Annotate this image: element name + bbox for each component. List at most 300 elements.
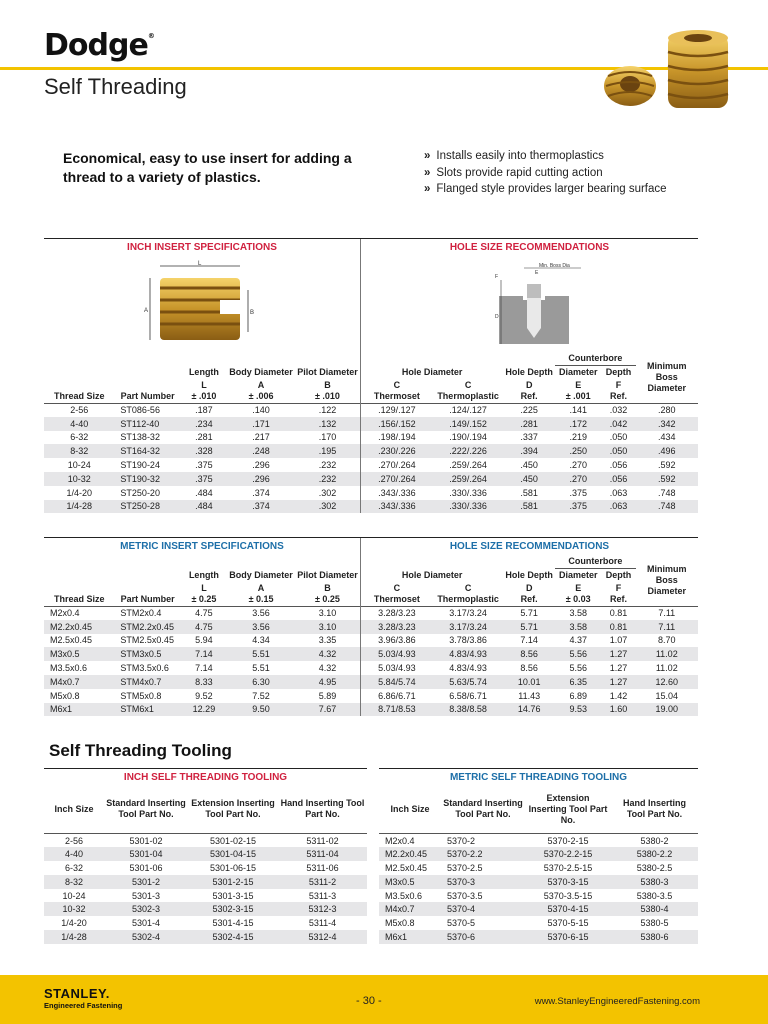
table-row (44, 486, 698, 500)
table-cell: 5301-4-15 (212, 918, 254, 929)
table-cell: 5370-2.5 (447, 862, 483, 873)
table-row (44, 675, 698, 689)
table-cell: 5370-3 (441, 875, 525, 889)
table-cell: 4-40 (44, 847, 104, 861)
table-cell: 5370-4-15 (525, 902, 611, 916)
table-cell: 7.14 (520, 635, 538, 646)
col-cb-f: F Ref. (609, 582, 627, 604)
col-hand-tool: Hand Inserting Tool Part No. (280, 798, 365, 820)
table-cell: 5380-2 (611, 834, 698, 848)
table-cell: 5370-4 (441, 902, 525, 916)
table-cell: 4.75 (181, 620, 227, 634)
table-cell: 8.56 (503, 647, 555, 661)
table-cell: .225 (503, 403, 555, 417)
table-cell: 9.53 (555, 703, 601, 717)
table-cell: 9.52 (195, 690, 213, 701)
col-cb-diameter: Diameter (558, 569, 598, 580)
table-cell: STM6x1 (114, 703, 180, 717)
table-cell: 3.17/3.24 (433, 620, 503, 634)
svg-text:D: D (495, 313, 500, 320)
table-cell: 8.56 (520, 663, 538, 674)
table-cell: .050 (609, 432, 628, 443)
table-cell: 5.56 (569, 663, 587, 674)
col-body-diameter: Body Diameter (229, 366, 293, 377)
table-cell: 5.94 (195, 635, 213, 646)
table-cell: .296 (252, 460, 270, 471)
table-cell: 11.02 (636, 647, 698, 661)
table-cell: 5380-6 (611, 930, 698, 944)
table-cell: .171 (227, 417, 295, 431)
table-cell: 15.04 (655, 690, 679, 701)
table-row (44, 661, 698, 675)
table-cell: 0.81 (601, 606, 635, 620)
table-cell: 5.51 (227, 647, 295, 661)
brand-text: Dodge (44, 28, 148, 63)
table-cell: STM3.5x0.6 (120, 663, 169, 674)
col-counterbore: Counterbore (555, 555, 635, 569)
table-cell: 4.75 (181, 606, 227, 620)
hole-diagram-cell (360, 256, 698, 352)
table-cell: STM2.5x0.45 (120, 635, 174, 646)
table-cell: ST164-32 (114, 444, 180, 458)
col-cb-f: F Ref. (609, 379, 627, 401)
table-cell: .450 (520, 460, 538, 471)
table-row (44, 458, 698, 472)
table-cell: .280 (636, 403, 698, 417)
table-cell: 2-56 (44, 403, 114, 417)
table-cell: .581 (503, 500, 555, 514)
table-cell: .581 (520, 487, 538, 498)
col-cb-e: E ± 0.03 (565, 582, 591, 604)
table-cell: M2x0.4 (379, 834, 441, 848)
metric-tooling-rows (379, 834, 698, 944)
intro-headline: Economical, easy to use insert for adding a thread to a variety of plastics. (63, 150, 352, 185)
table-cell: .187 (181, 403, 227, 417)
table-cell: 1.27 (609, 663, 628, 674)
table-cell: 5301-2-15 (188, 875, 278, 889)
table-cell: ST112-40 (114, 417, 180, 431)
table-cell: 5311-02 (278, 834, 367, 848)
table-cell: .343/.336 (360, 486, 432, 500)
table-cell: 5370-2.2 (441, 847, 525, 861)
table-cell: .156/.152 (360, 417, 432, 431)
table-cell: ST190-32 (114, 472, 180, 486)
table-cell: 6.58/6.71 (449, 690, 487, 701)
table-cell: 3.35 (318, 635, 337, 646)
col-depth-ref: D Ref. (520, 379, 538, 401)
col-thermoset: C Thermoset (360, 379, 432, 404)
page-title: Self Threading (44, 74, 187, 99)
table-row (44, 902, 367, 916)
table-row (379, 930, 698, 944)
table-cell: 3.10 (295, 620, 360, 634)
table-cell: .343/.336 (360, 500, 432, 514)
inch-tooling-rows (44, 834, 367, 944)
table-cell: 5.51 (252, 663, 270, 674)
col-hole-depth: Hole Depth (505, 366, 553, 377)
table-cell: 4.32 (295, 647, 360, 661)
table-cell: 7.11 (636, 606, 698, 620)
table-cell: .374 (252, 487, 270, 498)
col-inch-size: Inch Size (390, 803, 430, 814)
table-cell: 7.11 (636, 620, 698, 634)
col-length-tol: L ± .010 (191, 379, 217, 401)
table-cell: 6-32 (64, 862, 83, 873)
table-cell: 5.89 (318, 690, 337, 701)
table-cell: 7.52 (252, 690, 270, 701)
table-cell: 5370-3.5-15 (543, 890, 593, 901)
table-cell: 5380-5 (640, 918, 669, 929)
table-cell: 5.03/4.93 (360, 647, 432, 661)
table-cell: 5.56 (555, 647, 601, 661)
table-cell: 5370-2 (441, 834, 525, 848)
table-cell: M2.2x0.45 (379, 847, 441, 861)
inch-spec-rows (44, 403, 698, 513)
table-cell: 6-32 (70, 432, 89, 443)
table-row (44, 861, 367, 875)
col-length: Length (188, 366, 219, 377)
metric-insert-spec-table (44, 537, 698, 716)
table-row (44, 875, 367, 889)
table-cell: 3.28/3.23 (360, 620, 432, 634)
table-row (44, 889, 367, 903)
table-cell: .484 (195, 487, 213, 498)
svg-text:A: A (143, 307, 148, 314)
table-cell: .056 (609, 460, 628, 471)
table-cell: .374 (227, 500, 295, 514)
table-cell: M5x0.8 (385, 918, 415, 929)
website-link[interactable]: www.StanleyEngineeredFastening.com (534, 996, 700, 1007)
table-cell: 10-32 (44, 902, 104, 916)
inch-spec-bar: INCH INSERT SPECIFICATIONS (44, 239, 360, 256)
table-cell: STM5x0.8 (120, 690, 162, 701)
table-cell: 5302-3 (104, 902, 188, 916)
table-cell: 8.70 (658, 635, 676, 646)
table-row (44, 634, 698, 648)
col-cb-e: E ± .001 (565, 379, 591, 401)
insert-product-image (590, 26, 742, 116)
table-cell: 4.83/4.93 (433, 647, 503, 661)
table-cell: .450 (503, 472, 555, 486)
table-cell: .222/.226 (433, 444, 503, 458)
table-cell: .496 (636, 444, 698, 458)
table-cell: 5311-04 (278, 847, 367, 861)
table-cell: ST190-24 (120, 460, 160, 471)
table-cell: 5312-4 (278, 930, 367, 944)
table-cell: 5380-2.5 (636, 862, 673, 873)
table-row (44, 930, 367, 944)
table-cell: 19.00 (636, 703, 698, 717)
col-hole-diameter: Hole Diameter (360, 352, 503, 379)
table-cell: .748 (636, 500, 698, 514)
table-cell: .219 (569, 432, 587, 443)
svg-text:L: L (197, 260, 202, 267)
table-cell: 3.58 (555, 620, 601, 634)
table-cell: 1.27 (601, 647, 635, 661)
table-cell: 5370-2.5-15 (543, 862, 593, 873)
table-cell: .250 (555, 444, 601, 458)
table-cell: 5.71 (503, 620, 555, 634)
col-length: Length (188, 569, 219, 580)
col-thermoplastic: C Thermoplastic (437, 379, 499, 401)
table-cell: .122 (295, 403, 360, 417)
table-cell: 0.81 (601, 620, 635, 634)
table-cell: .330/.336 (449, 487, 487, 498)
table-cell: .230/.226 (360, 444, 432, 458)
col-hole-diameter: Hole Diameter (360, 555, 503, 582)
table-cell: 5380-4 (611, 902, 698, 916)
feature-item: » Slots provide rapid cutting action (424, 166, 603, 179)
table-cell: .063 (609, 487, 628, 498)
table-cell: ST250-20 (120, 487, 160, 498)
inch-tooling-bar: INCH SELF THREADING TOOLING (44, 769, 367, 786)
table-row (379, 916, 698, 930)
svg-text:Min. Boss Dia: Min. Boss Dia (539, 262, 571, 269)
table-cell: 1/4-20 (66, 487, 92, 498)
table-cell: 1.27 (601, 675, 635, 689)
table-cell: 4.32 (318, 663, 337, 674)
table-cell: 12.29 (181, 703, 227, 717)
feature-item: » Flanged style provides larger bearing surface (424, 183, 667, 195)
col-body-diameter: Body Diameter (229, 569, 293, 580)
table-cell: .337 (520, 432, 538, 443)
table-cell: 5311-3 (308, 890, 337, 901)
table-cell: .330/.336 (433, 500, 503, 514)
table-cell: .259/.264 (433, 472, 503, 486)
table-cell: 8.71/8.53 (360, 703, 432, 717)
registered-mark: ® (147, 32, 154, 40)
table-cell: 6.86/6.71 (360, 689, 432, 703)
table-cell: .281 (503, 417, 555, 431)
table-row (44, 647, 698, 661)
table-cell: M4x0.7 (379, 902, 441, 916)
table-cell: 12.60 (636, 675, 698, 689)
table-cell: 5302-3-15 (188, 902, 278, 916)
table-cell: 3.78/3.86 (449, 635, 487, 646)
table-cell: .270/.264 (360, 472, 432, 486)
table-cell: STM2x0.4 (114, 606, 180, 620)
table-cell: 1.07 (609, 635, 628, 646)
table-cell: 5301-3-15 (212, 890, 254, 901)
table-cell: M6x1 (44, 703, 114, 717)
table-cell: .592 (636, 472, 698, 486)
table-cell: 6.89 (569, 690, 587, 701)
table-row (44, 834, 367, 848)
insert-diagram-cell (44, 256, 360, 352)
table-row (379, 889, 698, 903)
table-cell: .270 (555, 472, 601, 486)
table-cell: 1.42 (609, 690, 628, 701)
col-min-boss: Minimum Boss Diameter (647, 563, 687, 596)
table-cell: 5370-2.2-15 (525, 847, 611, 861)
table-cell: 5.03/4.93 (360, 661, 432, 675)
table-cell: 5370-5-15 (547, 918, 589, 929)
table-cell: M2.5x0.45 (385, 862, 428, 873)
table-cell: 1/4-28 (44, 930, 104, 944)
inch-insert-spec-table (44, 238, 698, 513)
table-row (379, 902, 698, 916)
table-cell: .375 (569, 487, 587, 498)
col-cb-diameter: Diameter (558, 366, 598, 377)
table-cell: .302 (318, 487, 337, 498)
table-cell: 5370-6-15 (525, 930, 611, 944)
table-cell: .296 (227, 472, 295, 486)
svg-text:F: F (495, 273, 499, 280)
table-cell: M3.5x0.6 (50, 663, 88, 674)
table-cell: 8-32 (44, 875, 104, 889)
table-cell: 5.84/5.74 (360, 675, 432, 689)
table-row (44, 472, 698, 486)
table-cell: .056 (601, 472, 635, 486)
table-cell: 5301-3 (131, 890, 161, 901)
table-cell: 5370-3.5 (447, 890, 483, 901)
table-cell: 9.50 (227, 703, 295, 717)
table-cell: 5301-4 (131, 918, 161, 929)
table-cell: 14.76 (503, 703, 555, 717)
table-cell: 5301-2 (104, 875, 188, 889)
table-cell: 5302-4-15 (188, 930, 278, 944)
table-cell: 3.10 (295, 606, 360, 620)
table-cell: .592 (658, 460, 676, 471)
feature-list (424, 148, 667, 198)
col-length-tol: L ± 0.25 (191, 582, 217, 604)
table-cell: .375 (195, 460, 213, 471)
table-cell: 2-56 (44, 834, 104, 848)
table-cell: .141 (555, 403, 601, 417)
table-cell: 5380-2.2 (611, 847, 698, 861)
table-cell: 7.14 (195, 663, 213, 674)
table-cell: 4.83/4.93 (449, 663, 487, 674)
table-cell: .232 (295, 472, 360, 486)
col-hole-depth: Hole Depth (505, 569, 553, 580)
table-cell: 5311-2 (278, 875, 367, 889)
table-cell: .270 (569, 460, 587, 471)
table-cell: .172 (555, 417, 601, 431)
hole-size-bar: HOLE SIZE RECOMMENDATIONS (360, 239, 698, 256)
table-cell: .198/.194 (360, 431, 432, 445)
table-cell: 8-32 (44, 444, 114, 458)
table-cell: M2x0.4 (44, 606, 114, 620)
table-cell: 8.38/8.58 (433, 703, 503, 717)
table-row (44, 444, 698, 458)
table-cell: .484 (181, 500, 227, 514)
table-cell: .328 (181, 444, 227, 458)
stanley-subtitle: Engineered Fastening (44, 1001, 123, 1010)
table-cell: 5370-6 (441, 930, 525, 944)
col-inch-size: Inch Size (54, 803, 94, 814)
svg-text:B: B (249, 309, 254, 316)
table-cell: 5311-4 (308, 918, 337, 929)
table-cell: ST250-28 (114, 500, 180, 514)
table-cell: 5302-4 (104, 930, 188, 944)
table-cell: 5380-3.5 (636, 890, 673, 901)
table-cell: 3.96/3.86 (360, 634, 432, 648)
table-cell: .140 (227, 403, 295, 417)
col-min-boss: Minimum Boss Diameter (647, 360, 687, 393)
metric-tooling-bar: METRIC SELF THREADING TOOLING (379, 769, 698, 786)
metric-tooling-table (379, 768, 698, 944)
col-body-tol: A ± .006 (248, 379, 274, 401)
table-cell: ST138-32 (120, 432, 160, 443)
table-cell: 5312-3 (278, 902, 367, 916)
table-cell: M6x1 (379, 930, 441, 944)
table-row (44, 606, 698, 620)
table-cell: 4.95 (295, 675, 360, 689)
table-cell: .217 (252, 432, 270, 443)
table-row (379, 834, 698, 848)
table-row (44, 431, 698, 445)
table-cell: 1/4-20 (61, 918, 87, 929)
table-cell: 5380-3 (611, 875, 698, 889)
table-cell: .234 (181, 417, 227, 431)
table-cell: 1/4-28 (44, 500, 114, 514)
table-cell: 5301-04-15 (188, 847, 278, 861)
col-part-number: Part Number (120, 390, 175, 401)
col-pilot-tol: B ± .010 (314, 379, 340, 401)
hole-dimension-diagram (439, 258, 619, 348)
table-cell: 7.67 (295, 703, 360, 717)
col-thread-size: Thread Size (53, 593, 105, 604)
table-cell: 10-24 (67, 460, 91, 471)
table-cell: .248 (227, 444, 295, 458)
table-cell: .232 (318, 460, 337, 471)
table-row (379, 847, 698, 861)
table-cell: M2.5x0.45 (50, 635, 93, 646)
table-cell: 5301-02 (104, 834, 188, 848)
table-cell: 5370-2-15 (525, 834, 611, 848)
table-cell: STM2.2x0.45 (114, 620, 180, 634)
table-cell: .434 (658, 432, 676, 443)
inch-tooling-table (44, 768, 367, 944)
table-row (44, 916, 367, 930)
table-row (44, 500, 698, 514)
table-cell: M4x0.7 (44, 675, 114, 689)
col-body-tol: A ± 0.15 (248, 582, 274, 604)
table-cell: 5301-04 (104, 847, 188, 861)
metric-spec-rows (44, 606, 698, 716)
table-cell: 1.60 (601, 703, 635, 717)
tooling-heading: Self Threading Tooling (49, 741, 232, 760)
col-cb-depth: Depth (605, 569, 632, 580)
table-cell: 5301-02-15 (188, 834, 278, 848)
table-cell: 3.17/3.24 (433, 606, 503, 620)
table-cell: 11.02 (655, 663, 678, 674)
table-cell: 8.33 (181, 675, 227, 689)
table-cell: .270/.264 (360, 458, 432, 472)
table-cell: 5301-06-15 (209, 862, 257, 873)
col-extension-tool: Extension Inserting Tool Part No. (191, 798, 275, 820)
col-hand-tool: Hand Inserting Tool Part No. (622, 798, 686, 820)
table-cell: .259/.264 (449, 460, 487, 471)
table-cell: 5370-5 (447, 918, 476, 929)
col-pilot-diameter: Pilot Diameter (297, 569, 358, 580)
table-cell: .129/.127 (360, 403, 432, 417)
table-cell: M2.2x0.45 (44, 620, 114, 634)
table-cell: 3.56 (227, 620, 295, 634)
col-part-number: Part Number (120, 593, 175, 604)
table-cell: 5.71 (503, 606, 555, 620)
table-cell: 11.43 (518, 690, 541, 701)
table-cell: STM4x0.7 (114, 675, 180, 689)
table-cell: 10-32 (44, 472, 114, 486)
metric-hole-size-bar: HOLE SIZE RECOMMENDATIONS (360, 538, 698, 555)
table-cell: 5311-06 (306, 862, 339, 873)
table-row (44, 703, 698, 717)
table-cell: M5x0.8 (50, 690, 80, 701)
table-cell: 6.35 (555, 675, 601, 689)
page-footer (0, 975, 768, 1024)
col-pilot-tol: B ± 0.25 (314, 582, 340, 604)
